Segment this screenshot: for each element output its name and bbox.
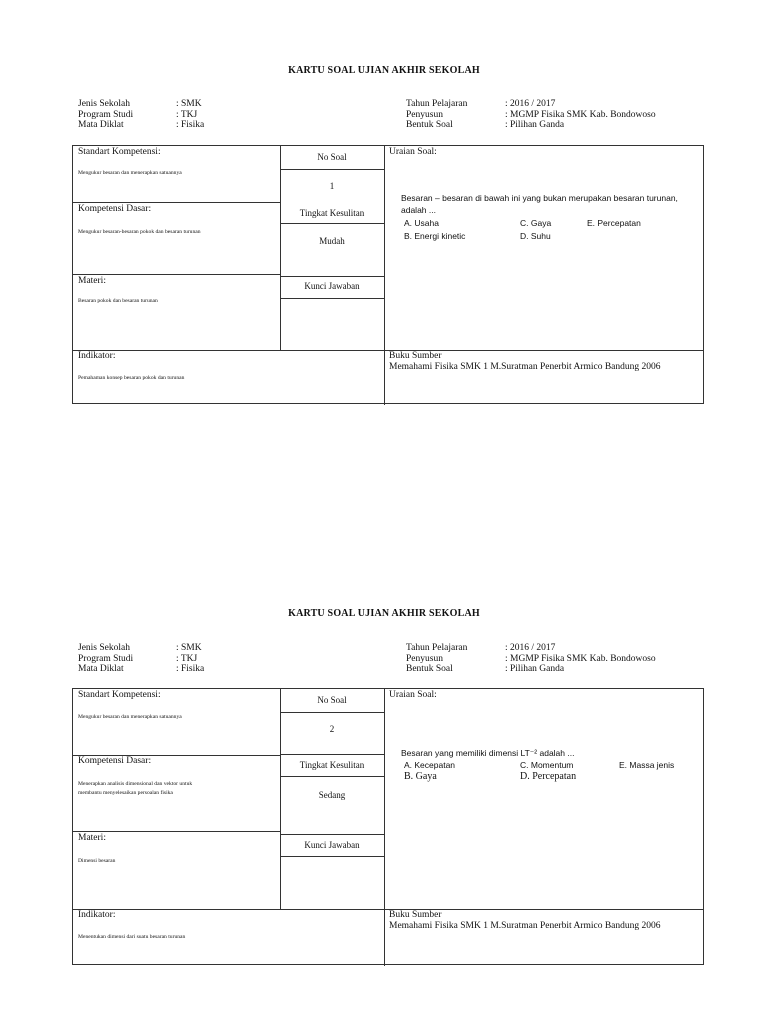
kompetensi-dasar-text: Mengukur besaran-besaran pokok dan besaran turunan: [78, 229, 201, 235]
indikator-label: Indikator:: [78, 910, 116, 920]
divider-mid-col: [384, 689, 385, 966]
option-c: C. Gaya: [520, 218, 552, 228]
card-title: KARTU SOAL UJIAN AKHIR SEKOLAH: [288, 608, 480, 619]
value-penyusun: : MGMP Fisika SMK Kab. Bondowoso: [505, 109, 656, 120]
kompetensi-dasar-label: Kompetensi Dasar:: [78, 204, 152, 214]
divider-row: [280, 776, 384, 777]
value-mata-diklat: : Fisika: [176, 664, 205, 674]
divider-row: [73, 831, 280, 832]
label-bentuk-soal: Bentuk Soal: [406, 664, 453, 674]
standart-kompetensi-label: Standart Kompetensi:: [78, 147, 161, 157]
kompetensi-dasar-label: Kompetensi Dasar:: [78, 756, 152, 766]
buku-sumber-label: Buku Sumber: [389, 910, 442, 920]
divider-row: [280, 754, 384, 755]
standart-kompetensi-label: Standart Kompetensi:: [78, 690, 161, 700]
value-bentuk-soal: : Pilihan Ganda: [505, 664, 565, 674]
buku-sumber-text: Memahami Fisika SMK 1 M.Suratman Penerbit Armico Bandung 2006: [389, 362, 661, 372]
divider-row: [280, 223, 384, 224]
divider-row: [280, 834, 384, 835]
kompetensi-dasar-text: membantu menyelesaikan persoalan fisika: [78, 790, 173, 796]
value-jenis-sekolah: : SMK: [176, 643, 202, 653]
label-jenis-sekolah: Jenis Sekolah: [78, 643, 130, 653]
divider-row: [73, 350, 703, 351]
no-soal-value: 2: [329, 724, 335, 734]
option-a: A. Kecepatan: [404, 760, 456, 770]
materi-text: Besaran pokok dan besaran turunan: [78, 298, 158, 304]
question-text: Besaran – besaran di bawah ini yang bukan merupakan besaran turunan,: [401, 193, 678, 203]
standart-kompetensi-text: Mengukur besaran dan menerapkan satuannya: [78, 714, 182, 720]
divider-row: [73, 202, 280, 203]
indikator-text: Pemahaman konsep besaran pokok dan turunan: [78, 375, 185, 381]
tingkat-kesulitan-label: Tingkat Kesulitan: [299, 760, 365, 770]
value-program-studi: : TKJ: [176, 653, 198, 664]
label-program-studi: Program Studi: [78, 109, 134, 120]
divider-row: [280, 276, 384, 277]
buku-sumber-text: Memahami Fisika SMK 1 M.Suratman Penerbit Armico Bandung 2006: [389, 921, 661, 931]
value-mata-diklat: : Fisika: [176, 120, 205, 130]
divider-row: [280, 169, 384, 170]
school-info: [78, 99, 204, 131]
value-tahun-pelajaran: : 2016 / 2017: [505, 99, 556, 109]
soal-grid: [72, 688, 704, 965]
label-tahun-pelajaran: Tahun Pelajaran: [406, 99, 468, 109]
divider-row: [280, 712, 384, 713]
value-program-studi: : TKJ: [176, 109, 198, 120]
materi-text: Dimensi besaran: [78, 858, 116, 864]
value-penyusun: : MGMP Fisika SMK Kab. Bondowoso: [505, 653, 656, 664]
option-a: A. Usaha: [404, 218, 439, 228]
label-program-studi: Program Studi: [78, 653, 134, 664]
kunci-jawaban-label: Kunci Jawaban: [304, 840, 360, 850]
divider-mid-col: [384, 146, 385, 405]
label-penyusun: Penyusun: [406, 109, 443, 120]
no-soal-value: 1: [329, 181, 335, 191]
materi-label: Materi:: [78, 833, 106, 843]
exam-info: [406, 99, 656, 131]
option-d: D. Suhu: [520, 231, 551, 241]
value-jenis-sekolah: : SMK: [176, 99, 202, 109]
kunci-jawaban-label: Kunci Jawaban: [304, 281, 360, 291]
buku-sumber-label: Buku Sumber: [389, 351, 442, 361]
card-title: KARTU SOAL UJIAN AKHIR SEKOLAH: [288, 65, 480, 76]
divider-row: [73, 274, 280, 275]
uraian-soal-label: Uraian Soal:: [389, 147, 437, 157]
question-text: adalah ...: [401, 205, 436, 215]
divider-left-col: [280, 146, 281, 350]
option-b: B. Gaya: [404, 771, 437, 782]
tingkat-kesulitan-value: Sedang: [318, 790, 346, 800]
indikator-label: Indikator:: [78, 351, 116, 361]
question-text: Besaran yang memiliki dimensi LT⁻² adalah ...: [401, 748, 575, 758]
school-info: [78, 643, 204, 675]
label-mata-diklat: Mata Diklat: [78, 120, 124, 130]
uraian-soal-label: Uraian Soal:: [389, 690, 437, 700]
option-d: D. Percepatan: [520, 771, 577, 782]
standart-kompetensi-text: Mengukur besaran dan menerapkan satuannya: [78, 170, 182, 176]
label-mata-diklat: Mata Diklat: [78, 664, 124, 674]
materi-label: Materi:: [78, 276, 106, 286]
divider-row: [280, 298, 384, 299]
label-penyusun: Penyusun: [406, 653, 443, 664]
option-b: B. Energi kinetic: [404, 231, 466, 241]
option-e: E. Massa jenis: [619, 760, 675, 770]
value-tahun-pelajaran: : 2016 / 2017: [505, 643, 556, 653]
label-bentuk-soal: Bentuk Soal: [406, 120, 453, 130]
indikator-text: Menentukan dimensi dari suatu besaran turunan: [78, 934, 186, 940]
exam-info: [406, 643, 656, 675]
soal-card-1: [0, 0, 768, 420]
no-soal-label: No Soal: [317, 152, 347, 162]
tingkat-kesulitan-value: Mudah: [319, 236, 345, 246]
option-c: C. Momentum: [520, 760, 574, 770]
divider-row: [73, 909, 703, 910]
label-jenis-sekolah: Jenis Sekolah: [78, 99, 130, 109]
no-soal-label: No Soal: [317, 695, 347, 705]
option-e: E. Percepatan: [587, 218, 641, 228]
value-bentuk-soal: : Pilihan Ganda: [505, 120, 565, 130]
divider-row: [280, 856, 384, 857]
kompetensi-dasar-text: Menerapkan analisis dimensional dan vektor untuk: [78, 781, 193, 787]
label-tahun-pelajaran: Tahun Pelajaran: [406, 643, 468, 653]
soal-grid: [72, 145, 704, 404]
tingkat-kesulitan-label: Tingkat Kesulitan: [299, 208, 365, 218]
soal-card-2: [0, 558, 768, 978]
